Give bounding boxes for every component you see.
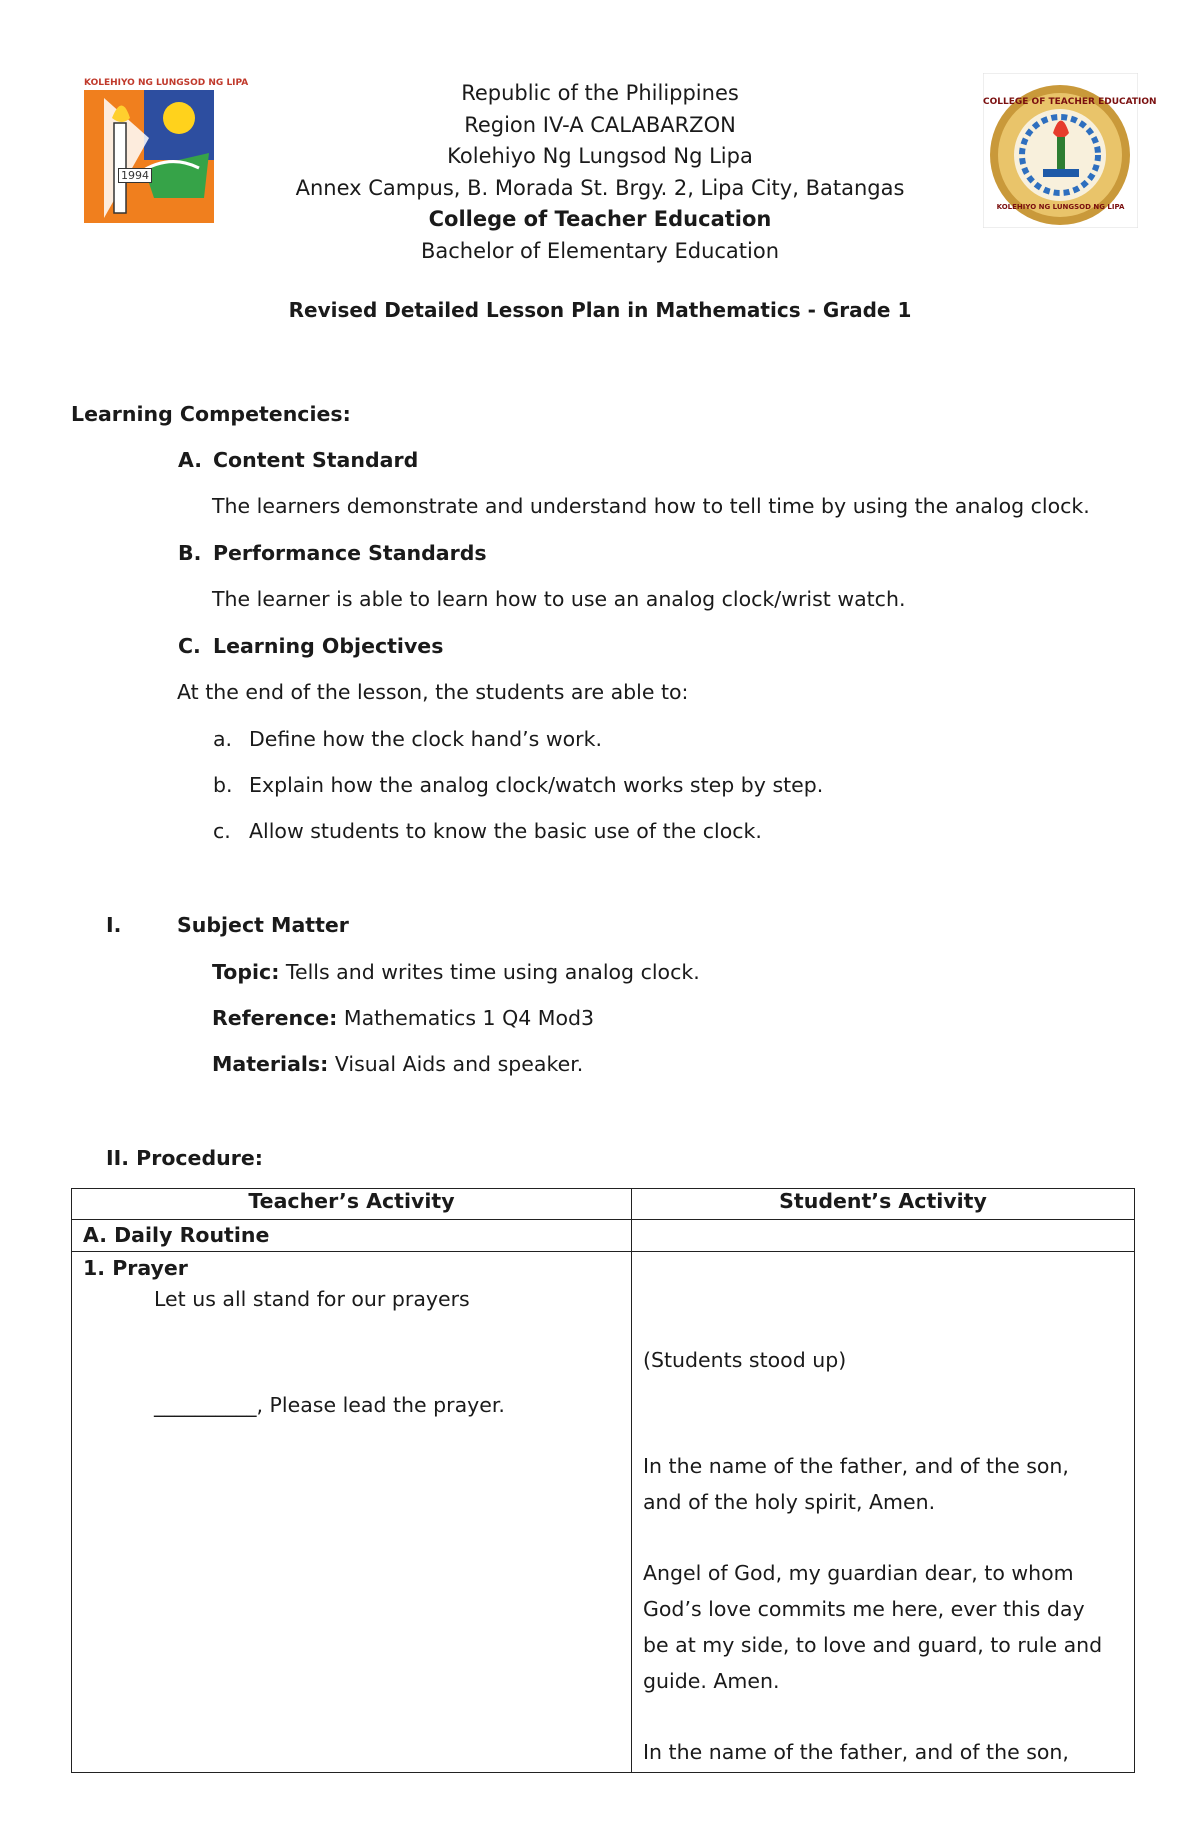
objectives-label: C. bbox=[178, 634, 201, 658]
objective-c-label: c. bbox=[213, 819, 231, 843]
objectives-heading: Learning Objectives bbox=[213, 634, 444, 658]
objective-b-label: b. bbox=[213, 773, 233, 797]
angel-prayer-line-4: guide. Amen. bbox=[643, 1669, 780, 1693]
reference-value: Mathematics 1 Q4 Mod3 bbox=[337, 1006, 595, 1030]
procedure-table bbox=[71, 1188, 1135, 1773]
objectives-intro: At the end of the lesson, the students are able to: bbox=[177, 680, 689, 704]
performance-standards-text: The learner is able to learn how to use an analog clock/wrist watch. bbox=[212, 587, 906, 611]
seal-subtext: KOLEHIYO NG LUNGSOD NG LIPA bbox=[996, 203, 1125, 211]
college-seal-right bbox=[983, 73, 1157, 228]
student-response-stood: (Students stood up) bbox=[643, 1348, 847, 1372]
teacher-instruction-lead: __________, Please lead the prayer. bbox=[154, 1393, 505, 1417]
topic-line bbox=[212, 960, 700, 984]
content-standard-heading: Content Standard bbox=[213, 448, 419, 472]
sign-of-cross-line-2: and of the holy spirit, Amen. bbox=[643, 1490, 936, 1514]
materials-label: Materials: bbox=[212, 1052, 329, 1076]
header-line-program: Bachelor of Elementary Education bbox=[420, 238, 780, 263]
angel-prayer-line-1: Angel of God, my guardian dear, to whom bbox=[643, 1561, 1074, 1585]
subject-matter-numeral: I. bbox=[106, 913, 122, 937]
content-standard-label: A. bbox=[178, 448, 203, 472]
objective-c-text: Allow students to know the basic use of the clock. bbox=[249, 819, 762, 843]
topic-label: Topic: bbox=[212, 960, 280, 984]
reference-line bbox=[212, 1006, 594, 1030]
student-activity-header: Student’s Activity bbox=[632, 1189, 1135, 1220]
header-line-school: Kolehiyo Ng Lungsod Ng Lipa bbox=[447, 144, 753, 168]
prayer-subheading: 1. Prayer bbox=[83, 1256, 188, 1280]
competencies-heading: Learning Competencies: bbox=[71, 402, 351, 426]
objective-b-text: Explain how the analog clock/watch works step by step. bbox=[249, 773, 824, 797]
document-title: Revised Detailed Lesson Plan in Mathematics - Grade 1 bbox=[288, 298, 912, 322]
header-line-college: College of Teacher Education bbox=[428, 207, 772, 231]
school-header bbox=[240, 78, 960, 267]
logo-left-year: 1994 bbox=[118, 168, 152, 183]
objective-a-text: Define how the clock hand’s work. bbox=[249, 727, 602, 751]
objective-a-label: a. bbox=[213, 727, 233, 751]
logo-left-text: KOLEHIYO NG LUNGSOD NG LIPA bbox=[84, 78, 249, 88]
seal-text: COLLEGE OF TEACHER EDUCATION bbox=[983, 97, 1157, 107]
header-line-address: Annex Campus, B. Morada St. Brgy. 2, Lipa City, Batangas bbox=[295, 175, 905, 200]
teacher-instruction-stand: Let us all stand for our prayers bbox=[154, 1287, 470, 1311]
header-line-region: Region IV-A CALABARZON bbox=[464, 112, 736, 137]
materials-value: Visual Aids and speaker. bbox=[328, 1052, 584, 1076]
materials-line bbox=[212, 1052, 583, 1076]
daily-routine-student-cell bbox=[632, 1220, 1135, 1252]
content-standard-text: The learners demonstrate and understand how to tell time by using the analog clock. bbox=[212, 494, 1090, 518]
performance-standards-heading: Performance Standards bbox=[213, 541, 487, 565]
daily-routine-section: A. Daily Routine bbox=[72, 1220, 632, 1252]
header-line-republic: Republic of the Philippines bbox=[461, 81, 739, 105]
subject-matter-heading: Subject Matter bbox=[177, 913, 349, 937]
reference-label: Reference: bbox=[212, 1006, 338, 1030]
sign-of-cross-line-1: In the name of the father, and of the son, bbox=[643, 1454, 1069, 1478]
student-prayer-cell bbox=[632, 1252, 1135, 1773]
angel-prayer-line-3: be at my side, to love and guard, to rule and bbox=[643, 1633, 1103, 1657]
topic-value: Tells and writes time using analog clock. bbox=[279, 960, 700, 984]
teacher-activity-header: Teacher’s Activity bbox=[72, 1189, 632, 1220]
sign-of-cross-closing: In the name of the father, and of the son, bbox=[643, 1740, 1069, 1764]
teacher-prayer-cell bbox=[72, 1252, 632, 1773]
college-logo-left bbox=[84, 78, 249, 223]
procedure-heading: II. Procedure: bbox=[106, 1146, 263, 1170]
performance-standards-label: B. bbox=[178, 541, 202, 565]
angel-prayer-line-2: God’s love commits me here, ever this day bbox=[643, 1597, 1085, 1621]
